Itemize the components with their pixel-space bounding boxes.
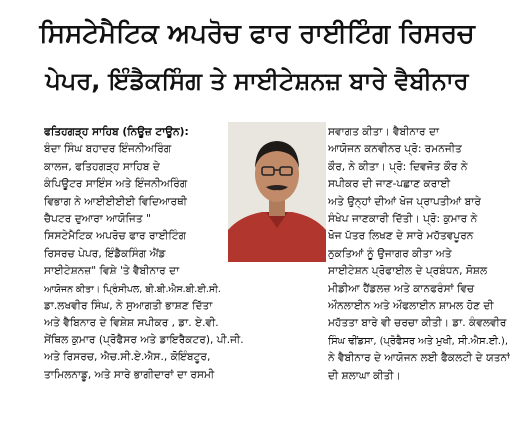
text-line: ਦੀ ਸ਼ਲਾਘਾ ਕੀਤੀ। <box>328 369 401 382</box>
text-line: ਅਤੇ ਉਨ੍ਹਾਂ ਦੀਆਂ ਖੋਜ ਪ੍ਰਾਪਤੀਆਂ ਬਾਰੇ <box>328 195 481 208</box>
text-line: ਕਾਲਜ, ਫਤਿਹਗੜ੍ਹ ਸਾਹਿਬ ਦੇ <box>44 160 160 173</box>
text-line: ਨੁਕਤਿਆਂ ਨੂੰ ਉਜਾਗਰ ਕੀਤਾ ਅਤੇ <box>328 247 452 260</box>
text-line: ਸਿਸਟੇਮੈਟਿਕ ਅਪਰੋਚ ਫਾਰ ਰਾਈਟਿੰਗ <box>44 230 186 243</box>
text-line: ਕੰਪਿਊਟਰ ਸਾਇੰਸ ਅਤੇ ਇੰਜਨੀਅਰਿੰਗ <box>44 178 188 191</box>
text-line: ਸਪੀਕਰ ਦੀ ਜਾਣ-ਪਛਾਣ ਕਰਾਈ <box>328 178 451 191</box>
text-line: ਅਤੇ ਰਿਸਰਚ, ਐਚ.ਸੀ.ਏ.ਐਸ., ਕੋਇੰਬਟੂਰ, <box>44 351 211 364</box>
text-line: ਖੋਜ ਪੱਤਰ ਲਿਖਣ ਦੇ ਸਾਰੇ ਮਹੱਤਵਪੂਰਨ <box>328 230 474 243</box>
text-line: ਅਤੇ ਵੈਬਿਨਾਰ ਦੇ ਵਿਸ਼ੇਸ਼ ਸਪੀਕਰ , ਡਾ. ਏ.ਵੀ. <box>44 317 219 330</box>
text-line: ਸਿੰਘ ਢੀਂਡਸਾ, (ਪ੍ਰੋਫੈਸਰ ਅਤੇ ਮੁਖੀ, ਸੀ.ਐਸ.ਈ.), <box>328 335 508 347</box>
speaker-photo-image <box>228 122 326 262</box>
article-column-right <box>328 124 510 385</box>
text-line: ਸਵਾਗਤ ਕੀਤਾ। ਵੈਬੀਨਾਰ ਦਾ <box>328 126 440 138</box>
text-line: ਸਾਈਟੇਸ਼ਨ ਪ੍ਰੋਫਾਈਲ ਦੇ ਪ੍ਰਬੰਧਨ, ਸੋਸ਼ਲ <box>328 265 488 278</box>
text-line: ਮੀਡੀਆ ਹੈਂਡਲਜ਼ ਅਤੇ ਕਾਨਫਰੰਸਾਂ ਵਿਚ <box>328 282 475 295</box>
text-line: ਆਯੋਜਨ ਕੀਤਾ। ਪ੍ਰਿੰਸੀਪਲ, ਬੀ.ਬੀ.ਐਸ.ਬੀ.ਈ.ਸੀ. <box>44 283 221 295</box>
text-line: ਨੇ ਵੈਬੀਨਾਰ ਦੇ ਆਯੋਜਨ ਲਈ ਫੈਕਲਟੀ ਦੇ ਯਤਨਾਂ <box>328 352 510 365</box>
speaker-photo <box>228 122 326 262</box>
headline-line-2: ਪੇਪਰ, ਇੰਡੈਕਸਿੰਗ ਤੇ ਸਾਈਟੇਸ਼ਨਜ਼ ਬਾਰੇ ਵੈਬੀਨਾਰ <box>45 67 469 95</box>
text-line: ਸੰਖੇਪ ਜਾਣਕਾਰੀ ਦਿੱਤੀ। ਪ੍ਰੋ: ਕੁਮਾਰ ਨੇ <box>328 213 478 226</box>
text-line: ਤਾਮਿਲਨਾਡੂ, ਅਤੇ ਸਾਰੇ ਭਾਗੀਦਾਰਾਂ ਦਾ ਰਸਮੀ <box>44 368 215 381</box>
article-column-left-top <box>44 124 224 333</box>
byline: ਫਤਿਹਗੜ੍ਹ ਸਾਹਿਬ (ਨਿਊਜ਼ ਟਾਊਨ): <box>44 126 189 138</box>
text-line: ਡਾ.ਲਖਵੀਰ ਸਿੰਘ, ਨੇ ਸੁਆਗਤੀ ਭਾਸ਼ਣ ਦਿੱਤਾ <box>44 300 213 313</box>
text-line: ਆਯੋਜਨ ਕਨਵੀਨਰ ਪ੍ਰੋ: ਰਮਨਜੀਤ <box>328 143 462 156</box>
headline-line-1: ਸਿਸਟੇਮੈਟਿਕ ਅਪਰੋਚ ਫਾਰ ਰਾਈਟਿੰਗ ਰਿਸਰਚ <box>39 19 475 49</box>
text-line: ਸੇਂਥਿਲ ਕੁਮਾਰ (ਪ੍ਰੋਫੈਸਰ ਅਤੇ ਡਾਇਰੈਕਟਰ), ਪੀ.ਜੀ. <box>44 334 244 346</box>
text-line: ਰਿਸਰਚ ਪੇਪਰ, ਇੰਡੈਕਸਿੰਗ ਐਂਡ <box>44 247 166 260</box>
text-line: ਕੌਰ, ਨੇ ਕੀਤਾ। ਪ੍ਰੋ: ਦਿਵਜੋਤ ਕੌਰ ਨੇ <box>328 160 468 173</box>
text-line: ਚੈਪਟਰ ਦੁਆਰਾ ਆਯੋਜਿਤ " <box>44 213 151 226</box>
text-line: ਬੰਦਾ ਸਿੰਘ ਬਹਾਦਰ ਇੰਜਨੀਅਰਿੰਗ <box>44 143 172 156</box>
article-column-left-bottom <box>44 332 326 384</box>
text-line: ਮਹੱਤਤਾ ਬਾਰੇ ਵੀ ਚਰਚਾ ਕੀਤੀ। ਡਾ. ਕੰਵਲਵੀਰ <box>328 317 507 330</box>
text-line: ਸਾਈਟੇਸ਼ਨਜ਼" ਵਿਸ਼ੇ 'ਤੇ ਵੈਬੀਨਾਰ ਦਾ <box>44 265 180 278</box>
text-line: ਔਨਲਾਈਨ ਅਤੇ ਔਫਲਾਈਨ ਸ਼ਾਮਲ ਹੋਣ ਦੀ <box>328 300 494 313</box>
text-line: ਵਿਭਾਗ ਨੇ ਆਈਈਈਈ ਵਿਦਿਆਰਥੀ <box>44 195 187 208</box>
